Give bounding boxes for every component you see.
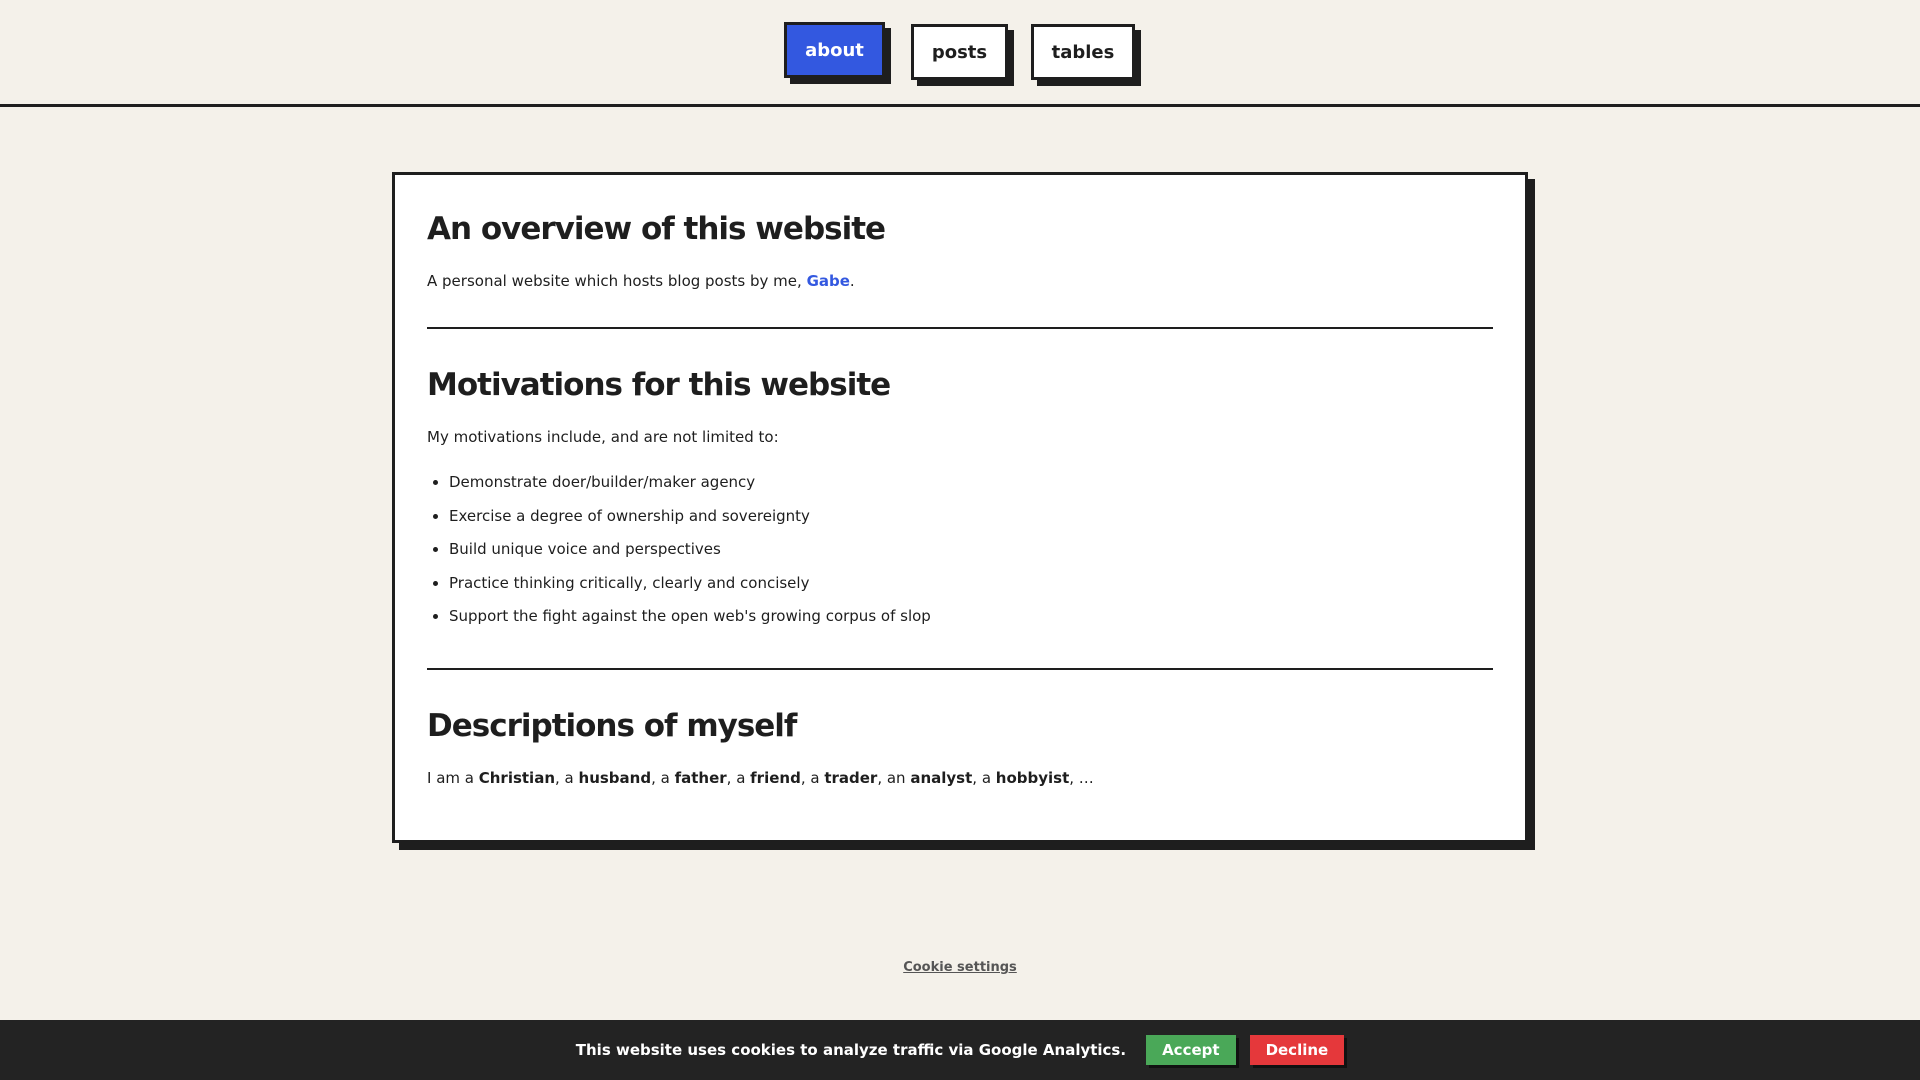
cookie-banner [0, 1020, 1920, 1080]
desc-sep: , an [877, 769, 911, 788]
desc-word: husband [578, 769, 652, 788]
nav-posts-button[interactable]: posts [911, 24, 1008, 80]
overview-text-prefix: A personal website which hosts blog posts by me, [427, 272, 807, 291]
nav-about-button[interactable]: about [784, 22, 885, 78]
overview-text-suffix: . [849, 272, 855, 291]
list-item: • Support the fight against the open web's growing corpus of slop [449, 600, 1493, 634]
list-item: • Practice thinking critically, clearly and concisely [449, 567, 1493, 601]
motivations-title: Motivations for this website [427, 366, 891, 403]
section-divider [427, 668, 1493, 670]
desc-sep: , a [726, 769, 751, 788]
overview-text [427, 270, 1493, 293]
cookie-message: This website uses cookies to analyze traffic via Google Analytics. [575, 1041, 1127, 1059]
desc-sep: , a [651, 769, 675, 788]
motivations-list [449, 466, 1493, 634]
motivations-intro: My motivations include, and are not limited to: [427, 427, 779, 446]
decline-button[interactable]: Decline [1250, 1035, 1345, 1065]
list-item: • Exercise a degree of ownership and sovereignty [449, 500, 1493, 534]
overview-title: An overview of this website [427, 211, 886, 247]
nav-tables-button[interactable]: tables [1031, 24, 1135, 80]
content-card [392, 172, 1528, 843]
descriptions-text [427, 767, 1493, 790]
section-divider [427, 327, 1493, 329]
desc-word: trader [824, 769, 878, 788]
desc-word: hobbyist [995, 769, 1070, 788]
desc-word: father [674, 769, 727, 788]
desc-sep: , a [972, 769, 996, 788]
gabe-link[interactable]: Gabe [806, 272, 850, 291]
list-item: • Build unique voice and perspectives [449, 533, 1493, 567]
top-nav [0, 0, 1920, 107]
descriptions-prefix: I am a [427, 769, 479, 788]
accept-button[interactable]: Accept [1146, 1035, 1235, 1065]
desc-word: friend [750, 769, 801, 788]
desc-word: analyst [910, 769, 973, 788]
cookie-settings-link[interactable]: Cookie settings [903, 960, 1017, 975]
descriptions-title: Descriptions of myself [427, 707, 797, 744]
desc-word: Christian [478, 769, 556, 788]
list-item: • Demonstrate doer/builder/maker agency [449, 466, 1493, 500]
desc-sep: , a [800, 769, 825, 788]
desc-sep: , … [1069, 769, 1094, 788]
desc-sep: , a [555, 769, 579, 788]
